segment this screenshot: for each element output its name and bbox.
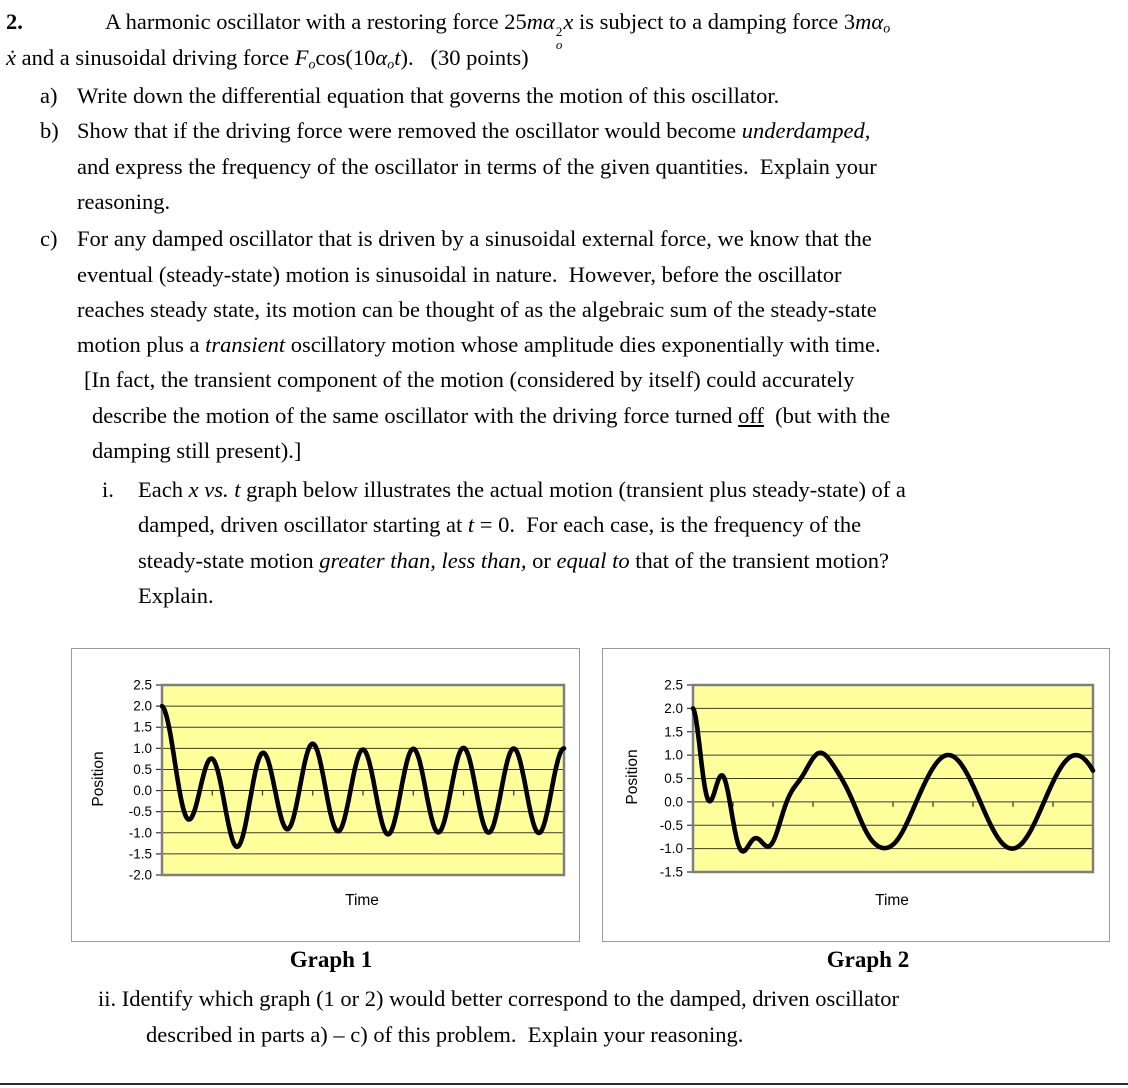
sup-sub-stack: 2 o: [555, 23, 563, 52]
y-tick-label: 0.0: [664, 794, 683, 810]
text-line: ẋ and a sinusoidal driving force Focos(10αot). (30 points): [6, 45, 529, 73]
text-line: Show that if the driving force were removed the oscillator would become underdamped,: [77, 118, 871, 143]
y-tick-label: 0.5: [133, 761, 152, 777]
y-tick-label: -1.0: [659, 841, 683, 857]
y-tick-label: 2.0: [133, 698, 152, 714]
y-tick-label: 1.5: [664, 724, 683, 740]
graph2-ylabel: Position: [624, 749, 641, 805]
y-tick-label: 0.5: [664, 771, 683, 786]
y-tick-label: 2.5: [133, 677, 152, 693]
graph1-ylabel: Position: [90, 751, 107, 807]
y-tick-label: 0.0: [133, 783, 152, 799]
text-line: described in parts a) – c) of this problem. Explain your reasoning.: [146, 1022, 744, 1047]
text-line: Each x vs. t graph below illustrates the actual motion (transient plus steady-state) of a: [138, 477, 906, 502]
text-line: describe the motion of the same oscillator with the driving force turned off (but with the: [92, 403, 891, 428]
y-tick-label: -0.5: [659, 817, 683, 833]
text-line: 2.: [6, 9, 23, 34]
graph1-xlabel: Time: [345, 892, 379, 909]
y-tick-label: 1.5: [133, 719, 152, 735]
text-line: reaches steady state, its motion can be thought of as the algebraic sum of the steady-state: [77, 297, 877, 322]
text-line: b): [40, 118, 59, 143]
text-line: reasoning.: [77, 189, 171, 214]
text-line: [In fact, the transient component of the motion (considered by itself) could accurately: [84, 367, 855, 392]
text-line: a): [40, 83, 58, 108]
text-line: c): [40, 226, 58, 251]
graph1-caption: Graph 1: [289, 947, 373, 972]
text-line: eventual (steady-state) motion is sinusoidal in nature. However, before the oscillator: [77, 262, 842, 287]
text-line: For any damped oscillator that is driven by a sinusoidal external force, we know that the: [77, 226, 872, 251]
text-line: motion plus a transient oscillatory motion whose amplitude dies exponentially with time.: [77, 332, 881, 357]
text-line: Write down the differential equation that governs the motion of this oscillator.: [77, 83, 780, 108]
text-line: Explain.: [138, 583, 214, 608]
y-tick-label: -1.0: [128, 825, 152, 841]
y-tick-label: -1.5: [128, 846, 152, 862]
y-tick-label: -1.5: [659, 864, 683, 880]
page-bottom-rule: [0, 1083, 1128, 1085]
text-line: damping still present).]: [92, 438, 302, 463]
graph2-caption: Graph 2: [826, 947, 910, 972]
text-line: ii. Identify which graph (1 or 2) would better correspond to the damped, driven oscillator: [98, 986, 900, 1011]
text-line: steady-state motion greater than, less than, or equal to that of the transient motion?: [138, 548, 889, 573]
y-tick-label: 2.0: [664, 700, 683, 716]
y-tick-label: 1.0: [664, 747, 683, 763]
text-line: i.: [102, 477, 114, 502]
text-line: A harmonic oscillator with a restoring force 25mα 2 o x is subject to a damping force 3mαo: [105, 9, 891, 52]
y-tick-label: 1.0: [133, 740, 152, 756]
y-tick-label: -0.5: [128, 804, 152, 820]
graph2-xlabel: Time: [875, 892, 909, 909]
text-line: and express the frequency of the oscillator in terms of the given quantities. Explain your: [77, 154, 877, 179]
y-tick-label: -2.0: [128, 867, 152, 883]
text-line: damped, driven oscillator starting at t = 0. For each case, is the frequency of the: [138, 512, 862, 537]
y-tick-label: 2.5: [664, 677, 683, 693]
